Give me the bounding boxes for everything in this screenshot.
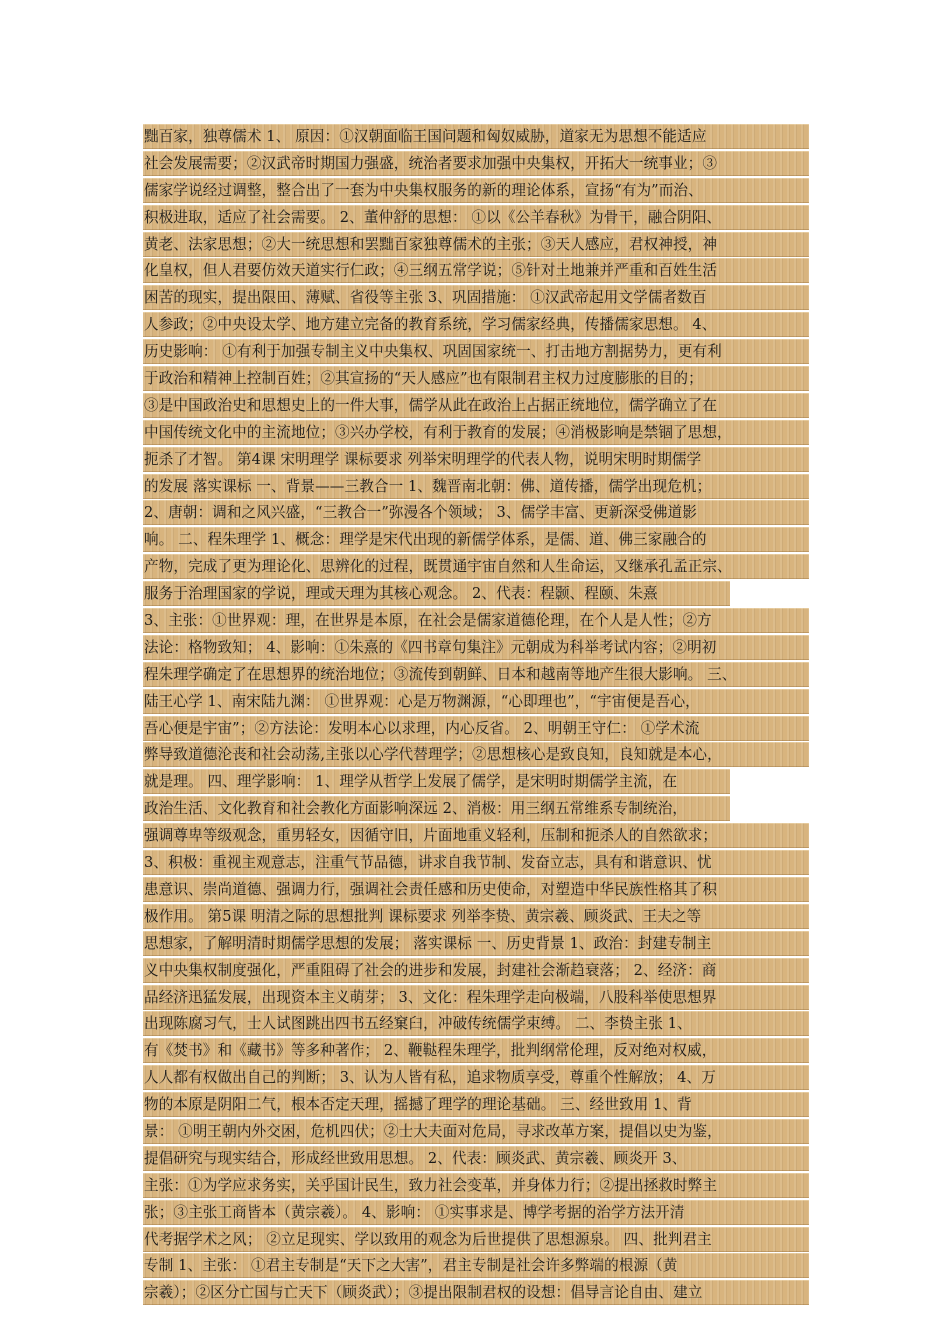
body-text-block bbox=[143, 124, 809, 1307]
text-line: 黄老、法家思想；②大一统思想和罢黜百家独尊儒术的主张；③天人感应，君权神授，神 bbox=[143, 232, 809, 257]
text-line: 扼杀了才智。 第4课 宋明理学 课标要求 列举宋明理学的代表人物，说明宋明时期儒学 bbox=[143, 447, 809, 472]
text-line: 响。 二、程朱理学 1、概念：理学是宋代出现的新儒学体系，是儒、道、佛三家融合的 bbox=[143, 527, 809, 552]
text-line: 提倡研究与现实结合，形成经世致用思想。 2、代表：顾炎武、黄宗羲、顾炎开 3、 bbox=[143, 1146, 809, 1171]
text-line: 社会发展需要；②汉武帝时期国力强盛，统治者要求加强中央集权，开拓大一统事业；③ bbox=[143, 151, 809, 176]
text-line: 积极进取，适应了社会需要。 2、董仲舒的思想： ①以《公羊春秋》为骨干，融合阴阳、 bbox=[143, 205, 809, 230]
text-line: 宗羲）；②区分亡国与亡天下（顾炎武）；③提出限制君权的设想：倡导言论自由、建立 bbox=[143, 1280, 809, 1305]
text-line: 强调尊卑等级观念，重男轻女，因循守旧，片面地重义轻利，压制和扼杀人的自然欲求； bbox=[143, 823, 809, 848]
text-line: 2、唐朝：调和之风兴盛，“三教合一”弥漫各个领域； 3、儒学丰富、更新深受佛道影 bbox=[143, 500, 809, 525]
text-line: 人参政；②中央设太学、地方建立完备的教育系统，学习儒家经典，传播儒家思想。 4、 bbox=[143, 312, 809, 337]
text-line: 张；③主张工商皆本（黄宗羲）。 4、影响： ①实事求是、博学考据的治学方法开清 bbox=[143, 1200, 809, 1225]
text-line: 政治生活、文化教育和社会教化方面影响深远 2、消极：用三纲五常维系专制统治， bbox=[143, 796, 730, 821]
text-line: 人人都有权做出自己的判断； 3、认为人皆有私，追求物质享受，尊重个性解放； 4、万 bbox=[143, 1065, 809, 1090]
text-line: 黜百家，独尊儒术 1、 原因：①汉朝面临王国问题和匈奴威胁，道家无为思想不能适应 bbox=[143, 124, 809, 149]
text-line: ③是中国政治史和思想史上的一件大事，儒学从此在政治上占据正统地位，儒学确立了在 bbox=[143, 393, 809, 418]
text-line: 陆王心学 1、南宋陆九渊： ①世界观：心是万物渊源，“心即理也”，“宇宙便是吾心， bbox=[143, 689, 809, 714]
text-line: 极作用。 第5课 明清之际的思想批判 课标要求 列举李贽、黄宗羲、顾炎武、王夫之等 bbox=[143, 904, 809, 929]
text-line: 出现陈腐习气，士人试图跳出四书五经窠臼，冲破传统儒学束缚。 二、李贽主张 1、 bbox=[143, 1011, 809, 1036]
text-line: 义中央集权制度强化，严重阻碍了社会的进步和发展，封建社会渐趋衰落； 2、经济：商 bbox=[143, 958, 809, 983]
text-line: 患意识、崇尚道德、强调力行，强调社会责任感和历史使命，对塑造中华民族性格其了积 bbox=[143, 877, 809, 902]
text-line: 吾心便是宇宙”；②方法论：发明本心以求理，内心反省。 2、明朝王守仁： ①学术流 bbox=[143, 716, 809, 741]
text-line: 服务于治理国家的学说，理或天理为其核心观念。 2、代表：程颢、程颐、朱熹 bbox=[143, 581, 730, 606]
text-line: 困苦的现实，提出限田、薄赋、省役等主张 3、巩固措施： ①汉武帝起用文学儒者数百 bbox=[143, 285, 809, 310]
text-line: 3、主张：①世界观：理，在世界是本原，在社会是儒家道德伦理，在个人是人性；②方 bbox=[143, 608, 809, 633]
text-line: 品经济迅猛发展，出现资本主义萌芽； 3、文化：程朱理学走向极端，八股科举使思想界 bbox=[143, 985, 809, 1010]
text-line: 专制 1、主张： ①君主专制是“天下之大害”，君主专制是社会许多弊端的根源（黄 bbox=[143, 1253, 809, 1278]
text-line: 历史影响： ①有利于加强专制主义中央集权、巩固国家统一、打击地方割据势力，更有利 bbox=[143, 339, 809, 364]
text-line: 景： ①明王朝内外交困，危机四伏；②士大夫面对危局，寻求改革方案，提倡以史为鉴， bbox=[143, 1119, 809, 1144]
text-line: 法论：格物致知； 4、影响：①朱熹的《四书章句集注》元朝成为科举考试内容；②明初 bbox=[143, 635, 809, 660]
text-line: 就是理。 四、理学影响： 1、理学从哲学上发展了儒学，是宋明时期儒学主流，在 bbox=[143, 769, 730, 794]
text-line: 程朱理学确定了在思想界的统治地位；③流传到朝鲜、日本和越南等地产生很大影响。 三、 bbox=[143, 662, 809, 687]
text-line: 弊导致道德沦丧和社会动荡,主张以心学代替理学；②思想核心是致良知，良知就是本心， bbox=[143, 742, 809, 767]
text-line: 物的本原是阴阳二气，根本否定天理，摇撼了理学的理论基础。 三、经世致用 1、背 bbox=[143, 1092, 809, 1117]
text-line: 儒家学说经过调整，整合出了一套为中央集权服务的新的理论体系，宣扬“有为”而治、 bbox=[143, 178, 809, 203]
text-line: 3、积极：重视主观意志，注重气节品德，讲求自我节制、发奋立志，具有和谐意识、忧 bbox=[143, 850, 809, 875]
text-line: 化皇权，但人君要仿效天道实行仁政；④三纲五常学说；⑤针对土地兼并严重和百姓生活 bbox=[143, 258, 809, 283]
text-line: 产物，完成了更为理论化、思辨化的过程，既贯通宇宙自然和人生命运，又继承孔孟正宗、 bbox=[143, 554, 809, 579]
text-line: 主张：①为学应求务实，关乎国计民生，致力社会变革，并身体力行；②提出拯救时弊主 bbox=[143, 1173, 809, 1198]
text-line: 有《焚书》和《藏书》等多种著作； 2、鞭鞑程朱理学，批判纲常伦理，反对绝对权威， bbox=[143, 1038, 809, 1063]
text-line: 代考据学术之风； ②立足现实、学以致用的观念为后世提供了思想源泉。 四、批判君主 bbox=[143, 1227, 809, 1252]
text-line: 的发展 落实课标 一、背景——三教合一 1、魏晋南北朝：佛、道传播，儒学出现危机； bbox=[143, 474, 809, 499]
text-line: 思想家，了解明清时期儒学思想的发展； 落实课标 一、历史背景 1、政治：封建专制主 bbox=[143, 931, 809, 956]
text-line: 中国传统文化中的主流地位；③兴办学校，有利于教育的发展；④消极影响是禁锢了思想， bbox=[143, 420, 809, 445]
text-line: 于政治和精神上控制百姓；②其宣扬的“天人感应”也有限制君主权力过度膨胀的目的； bbox=[143, 366, 809, 391]
